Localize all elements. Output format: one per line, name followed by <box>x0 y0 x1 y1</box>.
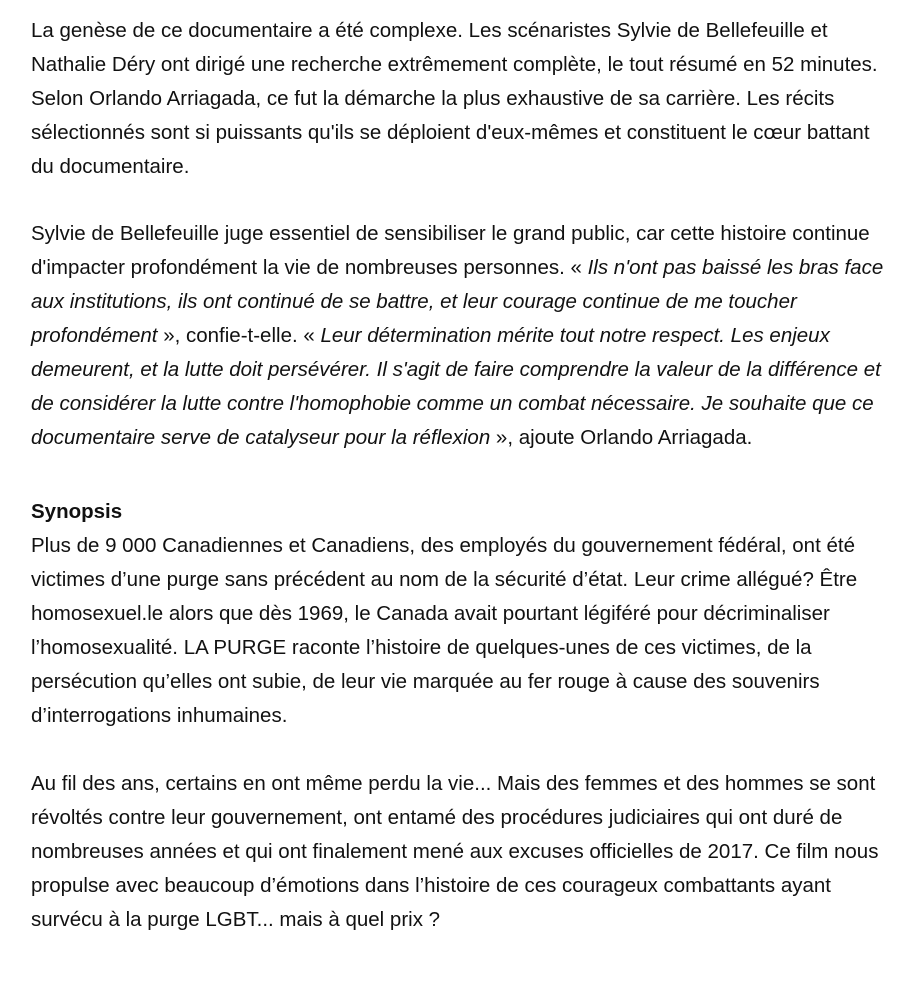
paragraph-synopsis: Plus de 9 000 Canadiennes et Canadiens, des employés du gouvernement fédéral, ont été victimes d’une purge sans précédent au nom de la sécurité d’état. Leur crime allégué? Être homosexuel.le alors que dès 1969, le Canada avait pourtant légiféré pour décriminaliser l’homosexualité. LA PURGE raconte l’histoire de quelques-unes de ces victimes, de la persécution qu’elles ont subie, de leur vie marquée au fer rouge à cause des souvenirs d’interrogations inhumaines. <box>31 534 858 727</box>
paragraph-spacer <box>31 733 895 767</box>
section-spacer <box>31 455 895 495</box>
paragraph-quotes <box>31 217 895 455</box>
quote-intro-text: Sylvie de Bellefeuille juge essentiel de sensibiliser le grand public, car cette histoire continue d'impacter profondément la vie de nombreuses personnes. « <box>31 222 870 279</box>
paragraph-spacer <box>31 184 895 217</box>
synopsis-heading: Synopsis <box>31 500 123 523</box>
quote-arriagada: Leur détermination mérite tout notre respect. Les enjeux demeurent, et la lutte doit persévérer. Il s'agit de faire comprendre la valeur de la différence et de considérer la lutte contre l'homophobie comme un combat nécessaire. Je souhaite que ce documentaire serve de catalyseur pour la réflexion <box>31 324 881 449</box>
quote-attribution-text: », confie-t-elle. « <box>157 324 321 347</box>
paragraph-genesis: La genèse de ce documentaire a été complexe. Les scénaristes Sylvie de Bellefeuille et Nathalie Déry ont dirigé une recherche extrêmement complète, le tout résumé en 52 minutes. Selon Orlando Arriagada, ce fut la démarche la plus exhaustive de sa carrière. Les récits sélectionnés sont si puissants qu'ils se déploient d'eux-mêmes et constituent le cœur battant du documentaire. <box>31 19 878 178</box>
quote-bellefeuille: Ils n'ont pas baissé les bras face aux institutions, ils ont continué de se battre, et leur courage continue de me toucher profondément <box>31 256 884 347</box>
paragraph-conclusion: Au fil des ans, certains en ont même perdu la vie... Mais des femmes et des hommes se sont révoltés contre leur gouvernement, ont entamé des procédures judiciaires qui ont duré de nombreuses années et qui ont finalement mené aux excuses officielles de 2017. Ce film nous propulse avec beaucoup d’émotions dans l’histoire de ces courageux combattants ayant survécu à la purge LGBT... mais à quel prix ? <box>31 772 879 931</box>
quote-outro-text: », ajoute Orlando Arriagada. <box>490 426 753 449</box>
